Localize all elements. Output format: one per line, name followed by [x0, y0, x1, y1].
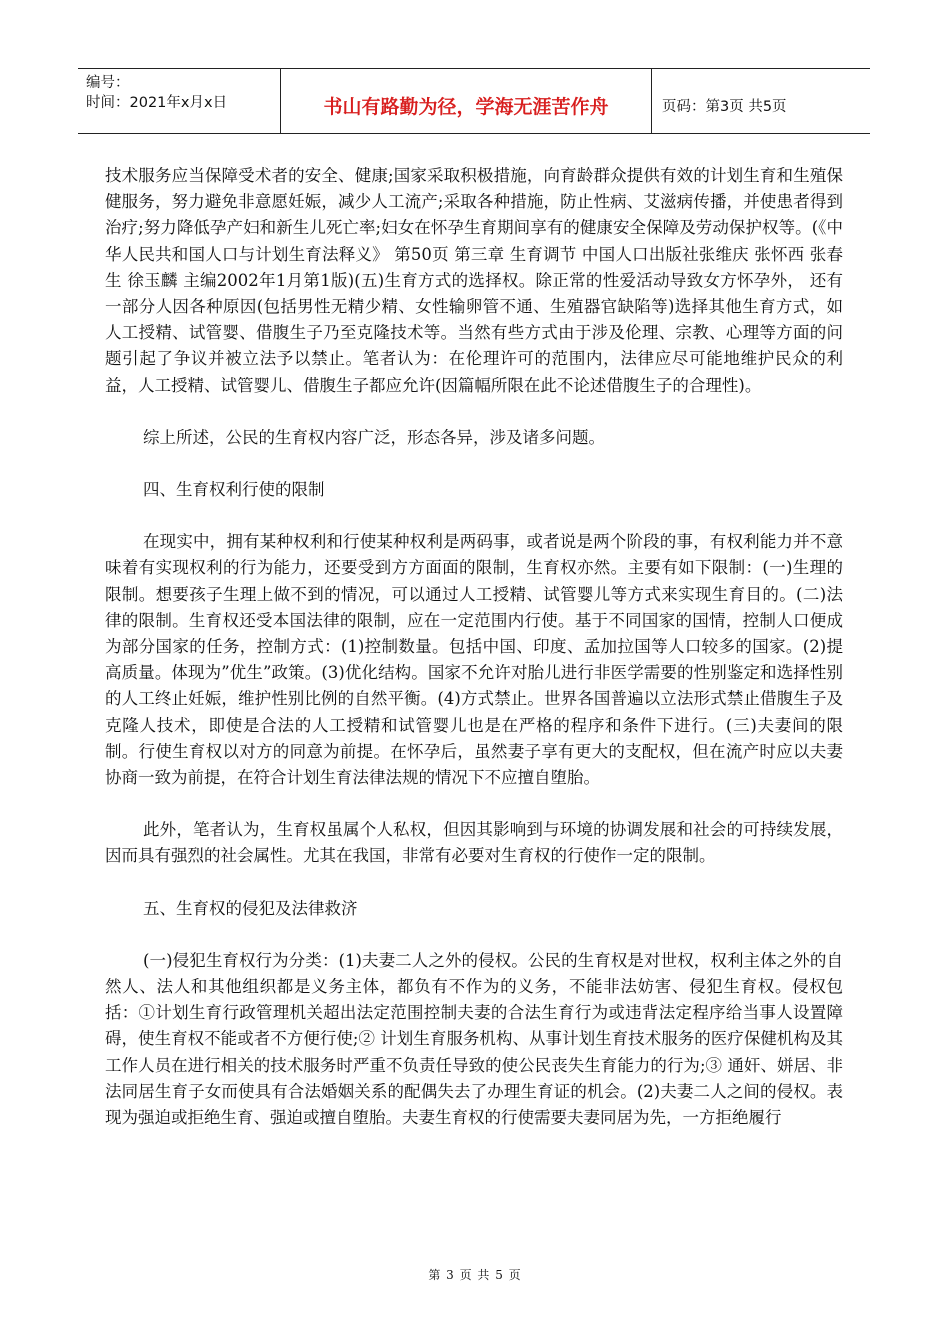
paragraph: 技术服务应当保障受术者的安全、健康;国家采取积极措施，向育龄群众提供有效的计划生育和生殖保健服务，努力避免非意愿妊娠，减少人工流产;采取各种措施，防止性病、艾滋病传播，并使患者得到治疗;努力降低孕产妇和新生儿死亡率;妇女在怀孕生育期间享有的健康安全保障及劳动保护权等。(《中华人民共和国人口与计划生育法释义》 第50页 第三章 生育调节 中国人口出版社张维庆 张怀西 张春生 徐玉麟 主编2002年1月第1版)(五)生育方式的选择权。除正常的性爱活动导致女方怀孕外， 还有一部分人因各种原因(包括男性无精少精、女性输卵管不通、生殖器官缺陷等)选择其他生育方式，如人工授精、试管婴、借腹生子乃至克隆技术等。当然有些方式由于涉及伦理、宗教、心理等方面的问题引起了争议并被立法予以禁止。笔者认为：在伦理许可的范围内，法律应尽可能地维护民众的利益，人工授精、试管婴儿、借腹生子都应允许(因篇幅所限在此不论述借腹生子的合理性)。 — [105, 166, 843, 395]
document-date: 时间：2021年x月x日 — [86, 95, 228, 111]
document-body — [105, 163, 843, 1131]
section-heading: 五、生育权的侵犯及法律救济 — [143, 898, 358, 918]
header-meta — [78, 69, 280, 133]
section-heading: 四、生育权利行使的限制 — [143, 480, 325, 500]
paragraph: (一)侵犯生育权行为分类：(1)夫妻二人之外的侵权。公民的生育权是对世权，权利主体之外的自然人、法人和其他组织都是义务主体，都负有不作为的义务，不能非法妨害、侵犯生育权。侵权包括：①计划生育行政管理机关超出法定范围控制夫妻的合法生育行为或违背法定程序给当事人设置障碍，使生育权不能或者不方便行使;② 计划生育服务机构、从事计划生育技术服务的医疗保健机构及其工作人员在进行相关的技术服务时严重不负责任导致的使公民丧失生育能力的行为;③ 通奸、姘居、非法同居生育子女而使具有合法婚姻关系的配偶失去了办理生育证的机会。(2)夫妻二人之间的侵权。表现为强迫或拒绝生育、强迫或擅自堕胎。夫妻生育权的行使需要夫妻同居为先，一方拒绝履行 — [105, 950, 843, 1128]
page-footer: 第 3 页 共 5 页 — [428, 1268, 522, 1282]
header-motto: 书山有路勤为径，学海无涯苦作舟 — [280, 69, 652, 133]
page-header — [78, 68, 870, 134]
paragraph: 在现实中，拥有某种权利和行使某种权利是两码事，或者说是两个阶段的事，有权利能力并不意味着有实现权利的行为能力，还要受到方方面面的限制，生育权亦然。主要有如下限制：(一)生理的限制。想要孩子生理上做不到的情况，可以通过人工授精、试管婴儿等方式来实现生育目的。(二)法律的限制。生育权还受本国法律的限制，应在一定范围内行使。基于不同国家的国情，控制人口便成为部分国家的任务，控制方式：(1)控制数量。包括中国、印度、孟加拉国等人口较多的国家。(2)提高质量。体现为”优生”政策。(3)优化结构。国家不允许对胎儿进行非医学需要的性别鉴定和选择性别的人工终止妊娠，维护性别比例的自然平衡。(4)方式禁止。世界各国普遍以立法形式禁止借腹生子及克隆人技术，即使是合法的人工授精和试管婴儿也是在严格的程序和条件下进行。(三)夫妻间的限制。行使生育权以对方的同意为前提。在怀孕后，虽然妻子享有更大的支配权，但在流产时应以夫妻协商一致为前提，在符合计划生育法律法规的情况下不应擅自堕胎。 — [105, 532, 843, 788]
document-number-label: 编号： — [86, 75, 130, 91]
paragraph: 此外，笔者认为，生育权虽属个人私权，但因其影响到与环境的协调发展和社会的可持续发展，因而具有强烈的社会属性。尤其在我国，非常有必要对生育权的行使作一定的限制。 — [105, 820, 843, 866]
paragraph: 综上所述，公民的生育权内容广泛，形态各异，涉及诸多问题。 — [143, 427, 605, 447]
header-page-info: 页码：第3页 共5页 — [662, 98, 787, 115]
